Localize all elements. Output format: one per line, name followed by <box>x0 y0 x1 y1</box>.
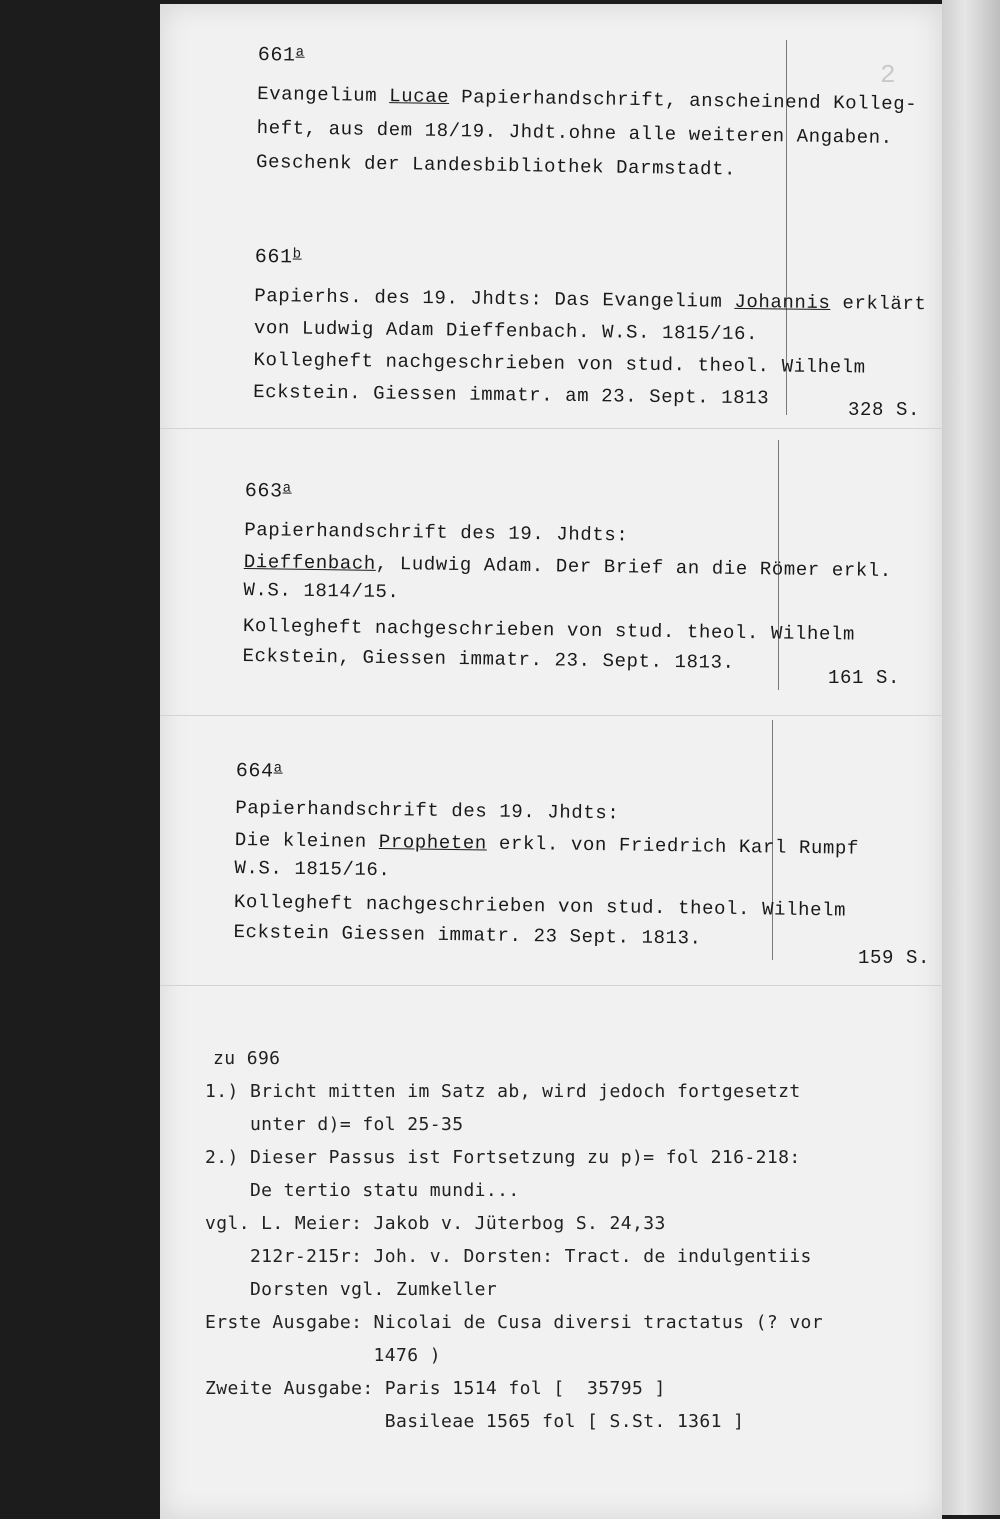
entry-line: Die kleinen Propheten erkl. von Friedrich Karl Rumpf <box>234 828 860 860</box>
page-count: 328 S. <box>848 399 921 421</box>
note-line: Erste Ausgabe: Nicolai de Cusa diversi tractatus (? vor <box>205 1312 824 1333</box>
corner-page-mark: 2 <box>880 60 897 90</box>
entry-line: Dieffenbach, Ludwig Adam. Der Brief an die Römer erkl. <box>243 550 893 583</box>
entry-line: Papierhs. des 19. Jhdts: Das Evangelium Johannis erklärt <box>254 284 927 316</box>
entry-line: von Ludwig Adam Dieffenbach. W.S. 1815/16. <box>253 316 759 346</box>
entry-line: Papierhandschrift des 19. Jhdts: <box>235 796 620 825</box>
entry-line: Eckstein. Giessen immatr. am 23. Sept. 1813 <box>253 380 770 410</box>
note-line: Dorsten vgl. Zumkeller <box>205 1279 498 1300</box>
note-line: 1.) Bricht mitten im Satz ab, wird jedoch fortgesetzt <box>205 1081 801 1102</box>
entry-line: W.S. 1814/15. <box>243 578 400 604</box>
note-line: 1476 ) <box>205 1345 441 1366</box>
note-line: unter d)= fol 25-35 <box>205 1114 464 1135</box>
card-divider <box>160 715 942 716</box>
entry-line: Kollegheft nachgeschrieben von stud. theol. Wilhelm <box>242 614 856 646</box>
note-line: 2.) Dieser Passus ist Fortsetzung zu p)= fol 216-218: <box>205 1147 801 1168</box>
entry-line: Kollegheft nachgeschrieben von stud. theol. Wilhelm <box>233 890 847 922</box>
entry-number: 661$^a$ <box>257 43 305 68</box>
page-count: 159 S. <box>858 947 931 969</box>
card-divider <box>160 985 942 986</box>
note-line: Zweite Ausgabe: Paris 1514 fol [ 35795 ] <box>205 1378 666 1399</box>
entry-line: heft, aus dem 18/19. Jhdt.ohne alle weiteren Angaben. <box>256 116 893 149</box>
background-page-edge <box>942 0 1000 1515</box>
note-line: De tertio statu mundi... <box>205 1180 520 1201</box>
note-line: Basileae 1565 fol [ S.St. 1361 ] <box>205 1411 745 1432</box>
catalog-entry-661b <box>253 244 927 414</box>
entry-line: Eckstein, Giessen immatr. 23. Sept. 1813. <box>242 644 735 674</box>
entry-number: 661$^b$ <box>254 245 302 270</box>
entry-number: 664$^a$ <box>235 759 283 784</box>
card-divider <box>160 428 942 429</box>
entry-line: Evangelium Lucae Papierhandschrift, anscheinend Kolleg- <box>257 82 918 116</box>
entry-line: Kollegheft nachgeschrieben von stud. theol. Wilhelm <box>253 348 866 379</box>
entry-line: W.S. 1815/16. <box>234 856 391 882</box>
page-count: 161 S. <box>828 667 901 689</box>
entry-line: Papierhandschrift des 19. Jhdts: <box>244 518 629 547</box>
note-line: 212r-215r: Joh. v. Dorsten: Tract. de indulgentiis <box>205 1246 812 1267</box>
entry-number: 663$^a$ <box>244 479 292 504</box>
notes-heading: zu 696 <box>213 1048 281 1069</box>
note-line: vgl. L. Meier: Jakob v. Jüterbog S. 24,33 <box>205 1213 666 1234</box>
catalog-entry-664a <box>233 758 860 955</box>
catalog-entry-663a <box>242 478 893 679</box>
entry-line: Eckstein Giessen immatr. 23 Sept. 1813. <box>233 920 702 950</box>
catalog-entry-661a <box>256 42 918 186</box>
notes-block <box>205 1042 823 1438</box>
entry-line: Geschenk der Landesbibliothek Darmstadt. <box>255 150 737 181</box>
